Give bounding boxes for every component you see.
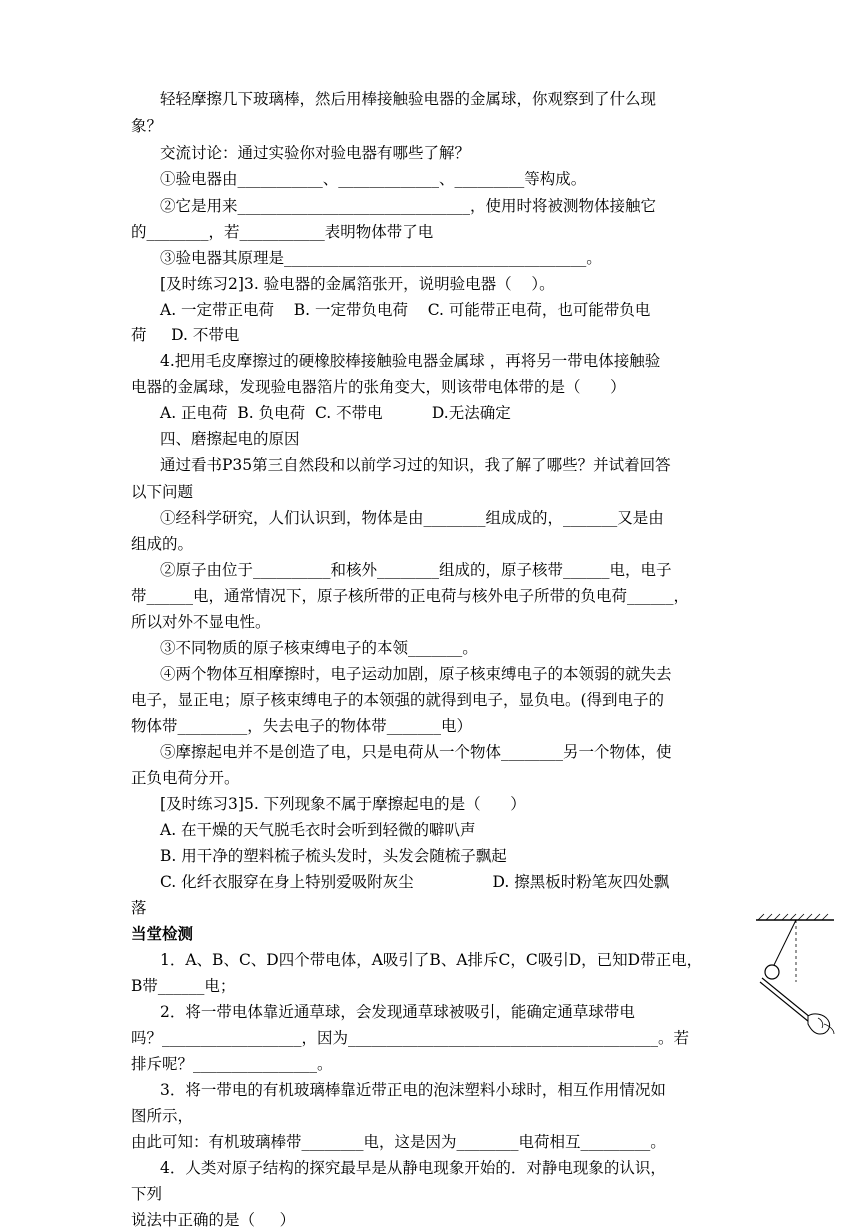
text-line: [及时练习3]5. 下列现象不属于摩擦起电的是（ ） [160,795,526,813]
text-line: A. 在干燥的天气脱毛衣时会听到轻微的噼叭声 [160,821,476,839]
text-line: 通过看书P35第三自然段和以前学习过的知识，我了解了哪些？并试着回答 [160,456,671,474]
text-line: ①经科学研究，人们认识到，物体是由________组成成的，_______又是由 [160,509,664,527]
text-line: 吗？__________________，因为________________________________________。若 [131,1029,690,1047]
text-line: C. 化纤衣服穿在身上特别爱吸附灰尘 D. 擦黑板时粉笔灰四处飘 [160,873,670,891]
text-line: 电器的金属球，发现验电器箔片的张角变大，则该带电体带的是（ ） [131,378,626,396]
figure-charged-rod-and-ball [752,900,838,1050]
text-line: 象？ [131,117,163,135]
text-line: 组成的。 [131,535,194,553]
text-line: 的________，若___________表明物体带了电 [131,223,434,241]
text-line: 物体带_________，失去电子的物体带_______电） [131,717,473,735]
text-line: 电子，显正电；原子核束缚电子的本领强的就得到电子，显负电。(得到电子的 [131,691,665,709]
text-line: ④两个物体互相摩擦时，电子运动加剧，原子核束缚电子的本领弱的就失去 [160,665,672,683]
text-line: 说法中正确的是（ ） [131,1211,296,1229]
text-line: ③验电器其原理是_______________________________________。 [160,249,602,267]
text-line: ②它是用来______________________________，使用时将被测物体接触它 [160,197,657,215]
text-line: 4．人类对原子结构的探究最早是从静电现象开始的．对静电现象的认识， [160,1159,666,1177]
text-line: 下列 [131,1185,163,1203]
text-line: A. 正电荷 B. 负电荷 C. 不带电 D.无法确定 [160,404,511,422]
text-line: 带______电，通常情况下，原子核所带的正电荷与核外电子所带的负电荷______， [131,587,690,605]
text-line: 1．A、B、C、D四个带电体，A吸引了B、A排斥C，C吸引D，已知D带正电， [160,951,703,969]
text-line: 3．将一带电的有机玻璃棒靠近带正电的泡沫塑料小球时，相互作用情况如 [160,1081,666,1099]
suspension-thread [774,920,796,965]
glass-rod-with-hand [760,978,834,1034]
text-line: [及时练习2]3. 验电器的金属箔张开，说明验电器（ ）。 [160,275,555,293]
text-line: B. 用干净的塑料梳子梳头发时，头发会随梳子飘起 [160,847,507,865]
text-line: 四、磨擦起电的原因 [160,430,300,448]
text-line: ①验电器由___________、_____________、_________等构成。 [160,170,587,188]
text-line: ⑤摩擦起电并不是创造了电，只是电荷从一个物体________另一个物体，使 [160,743,672,761]
text-line: 轻轻摩擦几下玻璃棒，然后用棒接触验电器的金属球，你观察到了什么现 [160,90,657,108]
text-line: B带______电； [131,977,236,995]
text-line: 由此可知：有机玻璃棒带________电，这是因为________电荷相互_________。 [131,1133,666,1151]
text-line: 排斥呢？________________。 [131,1055,333,1073]
text-line: 所以对外不显电性。 [131,613,271,631]
text-line: 荷 D. 不带电 [131,326,240,344]
text-line: 交流讨论：通过实验你对验电器有哪些了解？ [160,144,471,162]
foam-ball [765,965,779,979]
text-line: A. 一定带正电荷 B. 一定带负电荷 C. 可能带正电荷，也可能带负电 [160,301,651,319]
ceiling-support [756,914,834,920]
text-line: 落 [131,899,147,917]
text-line: ③不同物质的原子核束缚电子的本领_______。 [160,639,478,657]
text-line: 图所示， [131,1107,194,1125]
text-line: 正负电荷分开。 [131,769,240,787]
text-line: 4.把用毛皮摩擦过的硬橡胶棒接触验电器金属球 ，再将另一带电体接触验 [160,352,661,370]
text-line: ②原子由位于__________和核外________组成的，原子核带______电，电子 [160,561,672,579]
text-line: 以下问题 [131,483,194,501]
section-heading: 当堂检测 [131,925,194,943]
text-line: 2．将一带电体靠近通草球，会发现通草球被吸引，能确定通草球带电 [160,1003,635,1021]
